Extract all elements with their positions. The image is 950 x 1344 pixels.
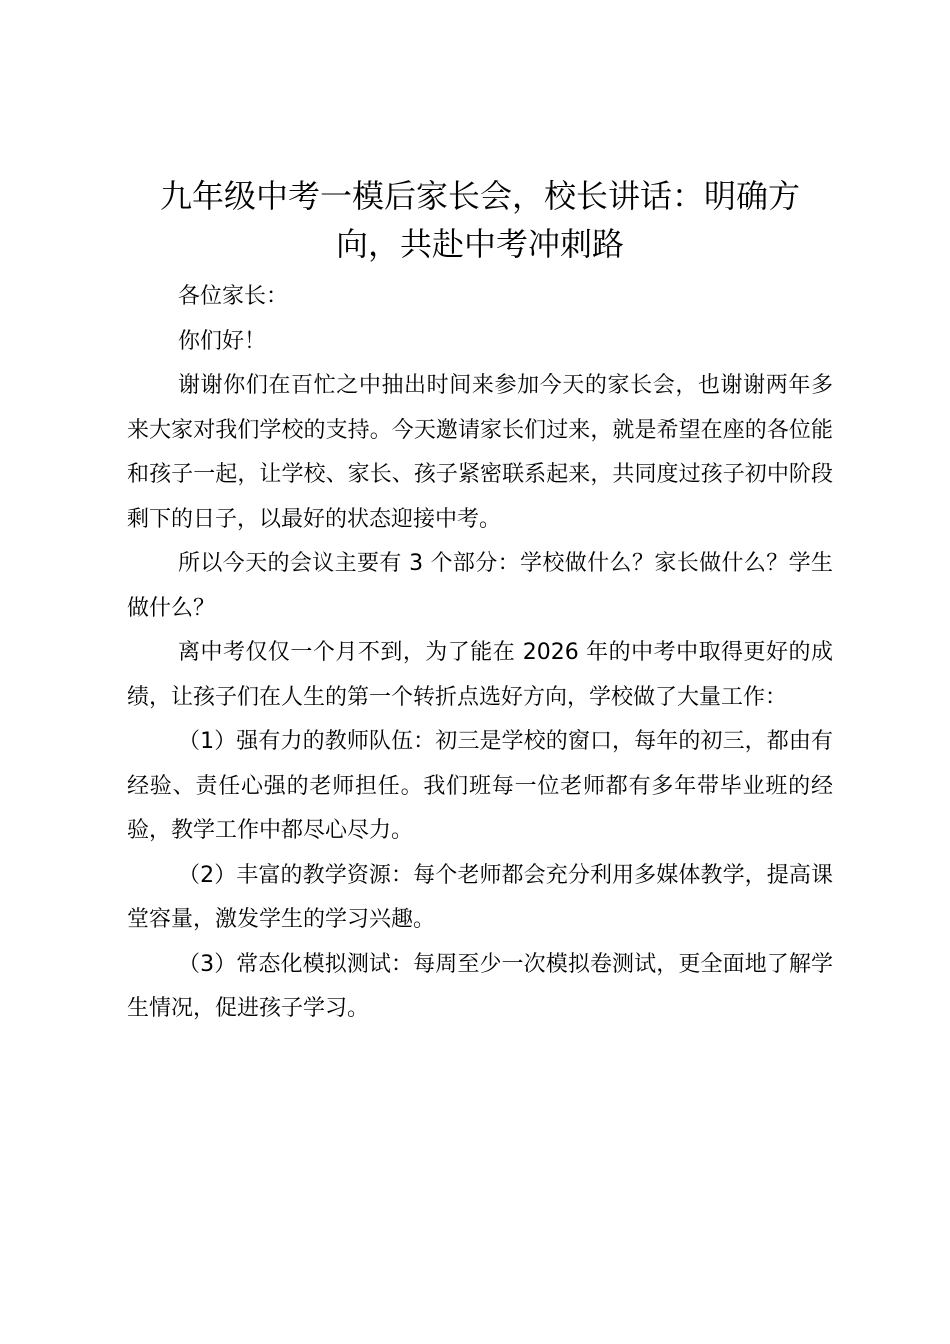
paragraph-line: 做了大量工作：: [633, 684, 788, 710]
paragraph-line: 接中考。: [413, 506, 502, 532]
paragraph-line: 你们好！: [178, 328, 267, 354]
paragraph-line: 离中考仅仅一个月不到，为了能在 2026 年的中考中取得: [178, 640, 744, 665]
paragraph-item-1: [127, 720, 833, 854]
paragraph-item-2: [127, 854, 833, 943]
paragraph-line: 年带毕业班的经验，教学工作中都尽心尽力。: [127, 773, 833, 843]
paragraph-item-3: [127, 943, 833, 1032]
title-line-1: 九年级中考一模后家长会，校长讲话：明确方: [159, 177, 800, 215]
paragraph-line: 地了解学生情况，促进孩子学习。: [127, 951, 833, 1021]
document-body: [127, 275, 833, 1032]
paragraph-school-work: [127, 631, 833, 720]
paragraph-line: 谢谢你们在百忙之中抽出时间来参加今天的家长会，也谢: [178, 373, 744, 398]
paragraph-salutation: [127, 275, 833, 320]
paragraph-line: 是希望在座的各位能和孩子一起，让学校、家长、孩子紧密联: [127, 417, 833, 487]
paragraph-line: （1）强有力的教师队伍：初三是学校的窗口，每年的初三，: [178, 729, 767, 754]
paragraph-line: 更好的成绩，让孩子们在人生的第一个转折点选好方向，学校: [127, 640, 833, 710]
paragraph-line: 提高课堂容量，激发学生的学习兴趣。: [127, 862, 833, 932]
paragraph-line: 谢两年多来大家对我们学校的支持。今天邀请家长们过来，就: [127, 373, 833, 443]
paragraph-line: 所以今天的会议主要有 3 个部分：学校做什么？家长做什: [178, 551, 744, 576]
paragraph-line: 各位家长：: [178, 284, 289, 309]
paragraph-line: 系起来，共同度过孩子初中阶段剩下的日子，以最好的状态迎: [127, 462, 833, 532]
paragraph-agenda: [127, 542, 833, 631]
paragraph-line: 都由有经验、责任心强的老师担任。我们班每一位老师都有多: [127, 729, 833, 799]
paragraph-greeting: [127, 320, 833, 365]
document-title: [127, 172, 833, 268]
title-line-2: 向，共赴中考冲刺路: [335, 225, 624, 263]
paragraph-line: （2）丰富的教学资源：每个老师都会充分利用多媒体教学，: [178, 862, 767, 888]
paragraph-thanks: [127, 364, 833, 542]
paragraph-line: 么？学生做什么？: [127, 551, 833, 621]
paragraph-line: （3）常态化模拟测试：每周至少一次模拟卷测试，更全面: [178, 951, 745, 977]
